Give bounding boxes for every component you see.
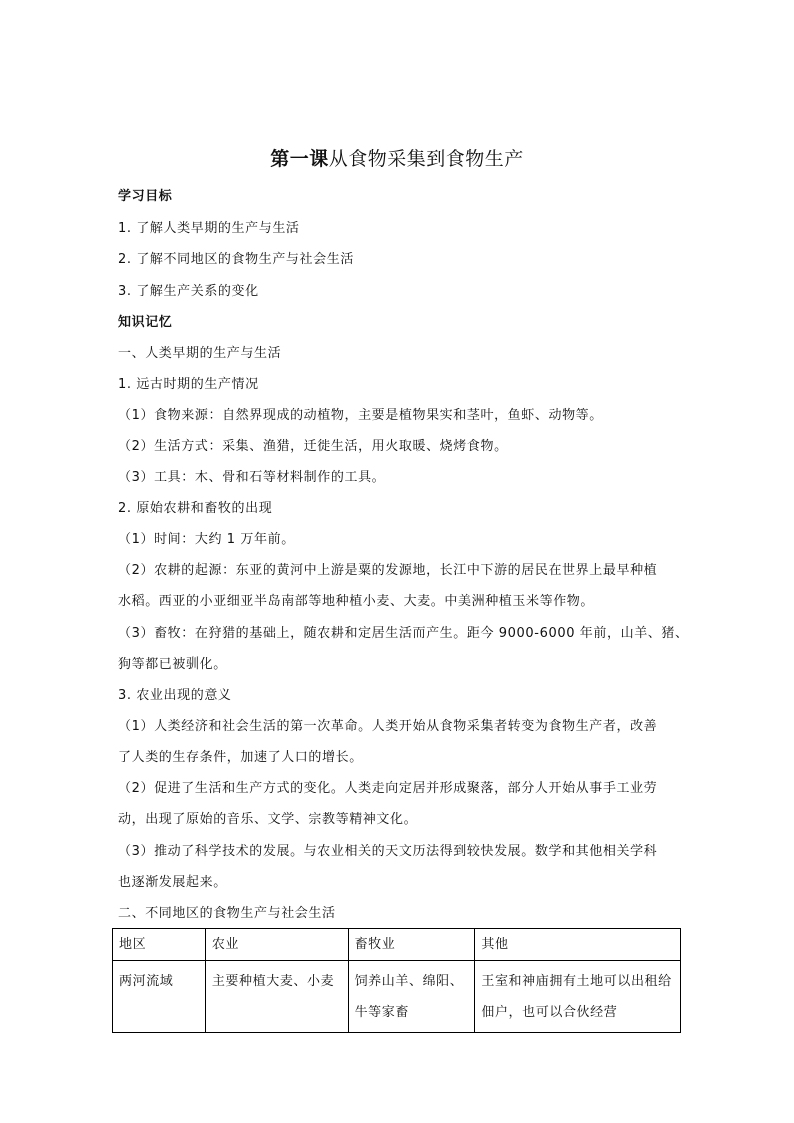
objective-item: 3. 了解生产关系的变化 xyxy=(118,284,259,299)
text-line: 了人类的生存条件，加速了人口的增长。 xyxy=(118,750,363,765)
lesson-name: 从食物采集到食物生产 xyxy=(328,148,524,170)
subsection-heading: 1. 远古时期的生产情况 xyxy=(118,377,259,392)
text-line: （2）促进了生活和生产方式的变化。人类走向定居并形成聚落，部分人开始从事手工业劳 xyxy=(118,781,658,796)
lesson-number: 第一课 xyxy=(270,148,329,170)
text-line: （1）人类经济和社会生活的第一次革命。人类开始从食物采集者转变为食物生产者，改善 xyxy=(118,719,658,734)
region-table xyxy=(112,928,681,1033)
table-header-cell: 其他 xyxy=(475,929,681,961)
table-row xyxy=(113,961,681,1033)
table-header-row xyxy=(113,929,681,961)
table-cell: 王室和神庙拥有土地可以出租给佃户，也可以合伙经营 xyxy=(475,961,681,1033)
subsection-heading: 2. 原始农耕和畜牧的出现 xyxy=(118,501,273,516)
text-line: （3）畜牧：在狩猎的基础上，随农耕和定居生活而产生。距今 9000-6000 年前，山羊、猪、 xyxy=(118,626,689,641)
text-line: （3）工具：木、骨和石等材料制作的工具。 xyxy=(118,470,386,485)
table-header-cell: 农业 xyxy=(205,929,348,961)
text-line: 动，出现了原始的音乐、文学、宗教等精神文化。 xyxy=(118,812,418,827)
text-line: （2）生活方式：采集、渔猎，迁徙生活，用火取暖、烧烤食物。 xyxy=(118,439,508,454)
text-line: （3）推动了科学技术的发展。与农业相关的天文历法得到较快发展。数学和其他相关学科 xyxy=(118,844,658,859)
text-line: 水稻。西亚的小亚细亚半岛南部等地种植小麦、大麦。中美洲种植玉米等作物。 xyxy=(118,594,595,609)
knowledge-heading: 知识记忆 xyxy=(118,315,173,330)
table-header-cell: 地区 xyxy=(113,929,206,961)
subsection-heading: 3. 农业出现的意义 xyxy=(118,688,232,703)
table-cell: 饲养山羊、绵阳、牛等家畜 xyxy=(348,961,475,1033)
lesson-title xyxy=(0,146,794,172)
section-heading: 二、不同地区的食物生产与社会生活 xyxy=(118,906,336,921)
objective-item: 1. 了解人类早期的生产与生活 xyxy=(118,221,300,236)
text-line: （1）时间：大约 1 万年前。 xyxy=(118,532,295,547)
text-line: （1）食物来源：自然界现成的动植物，主要是植物果实和茎叶，鱼虾、动物等。 xyxy=(118,408,603,423)
section-heading: 一、人类早期的生产与生活 xyxy=(118,346,282,361)
table-cell: 两河流域 xyxy=(113,961,206,1033)
text-line: （2）农耕的起源：东亚的黄河中上游是粟的发源地，长江中下游的居民在世界上最早种植 xyxy=(118,563,658,578)
text-line: 也逐渐发展起来。 xyxy=(118,875,227,890)
text-line: 狗等都已被驯化。 xyxy=(118,657,227,672)
table-header-cell: 畜牧业 xyxy=(348,929,475,961)
objective-item: 2. 了解不同地区的食物生产与社会生活 xyxy=(118,252,354,267)
objectives-heading: 学习目标 xyxy=(118,189,173,204)
table-cell: 主要种植大麦、小麦 xyxy=(205,961,348,1033)
